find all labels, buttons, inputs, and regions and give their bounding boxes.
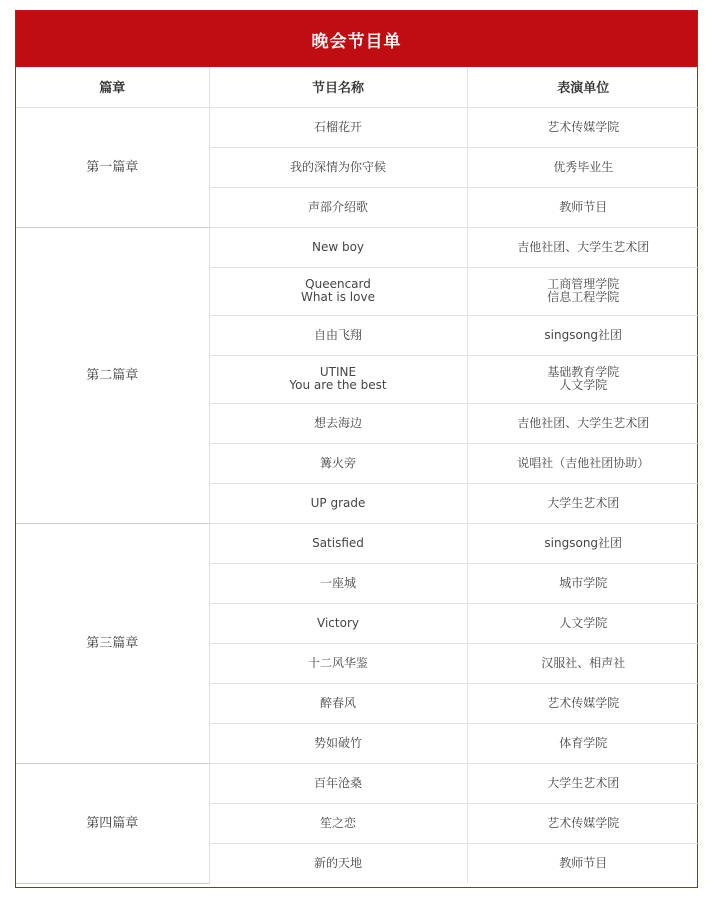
program-text: New boy: [311, 239, 365, 254]
unit-cell: [467, 227, 699, 267]
program-text: Queencard: [305, 277, 371, 291]
program-text: You are the best: [289, 378, 387, 392]
chapter-cell: 第二篇章: [16, 227, 209, 523]
program-cell: [209, 267, 467, 315]
program-cell: [209, 107, 467, 147]
program-text: Victory: [317, 615, 359, 630]
table-header-row: [16, 67, 699, 107]
table-row: [16, 107, 699, 147]
unit-cell: [467, 563, 699, 603]
program-text: 十二风华鉴: [307, 655, 368, 670]
program-text: 声部介绍歌: [307, 199, 368, 214]
unit-text: 艺术传媒学院: [547, 815, 620, 830]
unit-cell: [467, 147, 699, 187]
unit-text: 艺术传媒学院: [547, 695, 620, 710]
header-chapter: 篇章: [16, 67, 209, 107]
page-title: 晚会节目单: [311, 31, 402, 52]
program-text: UP grade: [310, 495, 366, 510]
program-text: 百年沧桑: [313, 775, 362, 790]
program-cell: [209, 683, 467, 723]
program-text: 想去海边: [313, 415, 362, 430]
title-bar: [16, 11, 697, 67]
program-cell: [209, 227, 467, 267]
unit-text: 教师节目: [559, 199, 608, 214]
program-cell: [209, 403, 467, 443]
unit-cell: [467, 523, 699, 563]
program-list-sheet: [15, 10, 698, 888]
unit-text: 工商管理学院: [547, 277, 620, 291]
unit-cell: [467, 403, 699, 443]
unit-text: 吉他社团、大学生艺术团: [517, 239, 650, 254]
unit-cell: [467, 315, 699, 355]
unit-cell: [467, 483, 699, 523]
table-row: [16, 227, 699, 267]
program-cell: [209, 723, 467, 763]
program-text: 笙之恋: [319, 815, 356, 830]
program-text: 我的深情为你守候: [289, 159, 386, 174]
unit-text: 艺术传媒学院: [547, 119, 620, 134]
program-cell: [209, 603, 467, 643]
program-cell: [209, 523, 467, 563]
program-cell: [209, 763, 467, 803]
unit-cell: [467, 763, 699, 803]
unit-text: 大学生艺术团: [547, 775, 620, 790]
program-cell: [209, 315, 467, 355]
unit-text: 说唱社（吉他社团协助）: [517, 455, 650, 470]
table-body: [16, 107, 699, 883]
program-cell: [209, 563, 467, 603]
unit-text: 大学生艺术团: [547, 495, 620, 510]
program-text: 势如破竹: [313, 735, 362, 750]
program-text: What is love: [301, 290, 375, 304]
unit-text: singsong社团: [544, 327, 623, 342]
unit-text: 教师节目: [559, 855, 608, 870]
program-text: 石榴花开: [313, 119, 362, 134]
unit-cell: [467, 803, 699, 843]
unit-text: 吉他社团、大学生艺术团: [517, 415, 650, 430]
unit-text: singsong社团: [544, 535, 623, 550]
table-row: [16, 523, 699, 563]
program-text: 新的天地: [313, 855, 362, 870]
program-text: UTINE: [319, 365, 357, 379]
program-cell: [209, 147, 467, 187]
program-cell: [209, 443, 467, 483]
unit-text: 体育学院: [559, 735, 608, 750]
program-text: 篝火旁: [319, 455, 356, 470]
unit-cell: [467, 723, 699, 763]
program-text: 自由飞翔: [313, 327, 362, 342]
program-text: Satisfied: [312, 535, 364, 550]
header-unit: 表演单位: [467, 67, 699, 107]
header-program: 节目名称: [209, 67, 467, 107]
program-cell: [209, 187, 467, 227]
program-table: [16, 67, 699, 884]
program-cell: [209, 803, 467, 843]
unit-cell: [467, 643, 699, 683]
unit-cell: [467, 187, 699, 227]
unit-text: 汉服社、相声社: [541, 655, 626, 670]
table-row: [16, 763, 699, 803]
unit-cell: [467, 267, 699, 315]
chapter-cell: 第一篇章: [16, 107, 209, 227]
program-text: 一座城: [319, 575, 356, 590]
unit-text: 基础教育学院: [547, 365, 620, 379]
program-cell: [209, 483, 467, 523]
unit-cell: [467, 443, 699, 483]
program-cell: [209, 843, 467, 883]
unit-cell: [467, 683, 699, 723]
chapter-cell: 第三篇章: [16, 523, 209, 763]
unit-text: 人文学院: [559, 378, 608, 392]
unit-cell: [467, 843, 699, 883]
unit-cell: [467, 603, 699, 643]
unit-text: 人文学院: [559, 615, 608, 630]
unit-cell: [467, 355, 699, 403]
unit-text: 优秀毕业生: [553, 159, 614, 174]
program-text: 醉春风: [319, 695, 356, 710]
unit-cell: [467, 107, 699, 147]
chapter-cell: 第四篇章: [16, 763, 209, 883]
program-cell: [209, 643, 467, 683]
program-cell: [209, 355, 467, 403]
unit-text: 城市学院: [559, 575, 608, 590]
unit-text: 信息工程学院: [547, 290, 620, 304]
